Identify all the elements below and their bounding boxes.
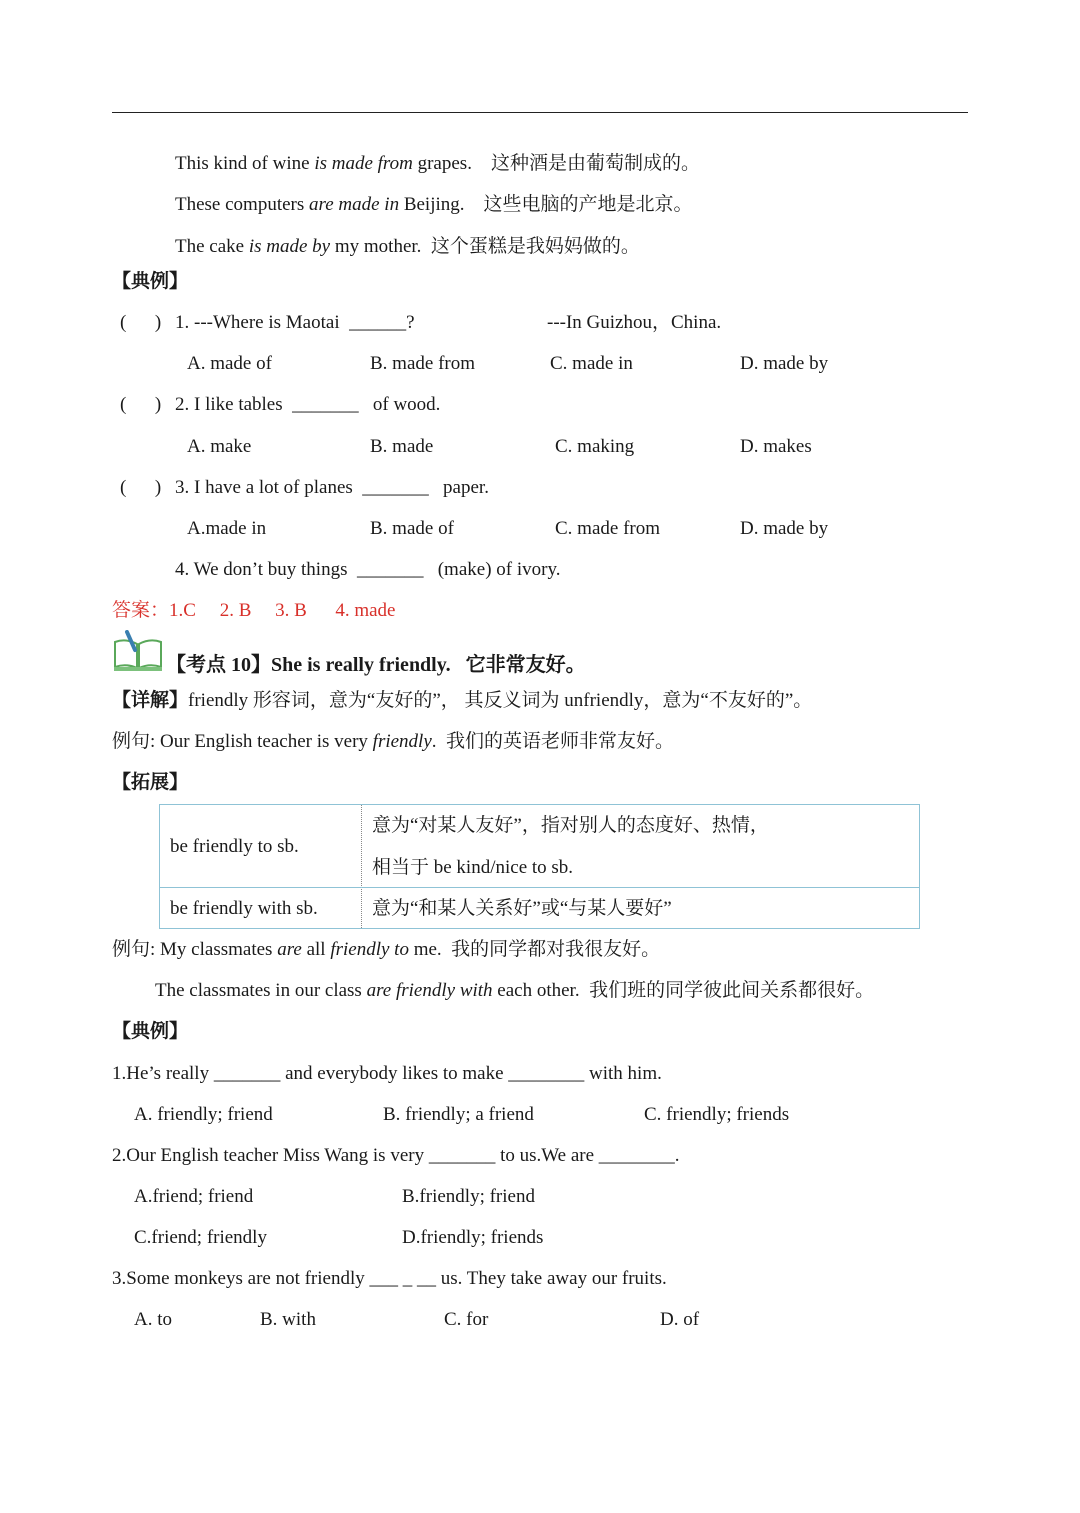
question-reply: ---In Guizhou，China. <box>547 312 722 333</box>
table-meaning: 意为“和某人关系好”或“与某人要好” <box>372 898 672 919</box>
option: D. made by <box>740 518 829 539</box>
option: D. makes <box>740 436 812 457</box>
example-sentence: 例句: Our English teacher is very friendly. 我们的英语老师非常友好。 <box>112 731 675 752</box>
option: C.friend; friendly <box>134 1227 267 1248</box>
header-rule <box>112 112 968 113</box>
section-heading: 【典例】 <box>112 271 189 292</box>
book-pen-icon <box>113 630 163 672</box>
option: C. made in <box>550 353 633 374</box>
option: C. for <box>444 1309 489 1330</box>
option: D. made by <box>740 353 829 374</box>
option: A.friend; friend <box>134 1186 254 1207</box>
option: A. make <box>187 436 252 457</box>
answer-paren: ( ) <box>120 394 162 415</box>
table-phrase: be friendly with sb. <box>170 898 318 919</box>
example-made-in: These computers are made in Beijing. 这些电脑的产地是北京。 <box>175 194 693 215</box>
option: D.friendly; friends <box>402 1227 544 1248</box>
question-stem: 3.Some monkeys are not friendly ___ _ __ us. They take away our fruits. <box>112 1268 667 1289</box>
table-meaning: 意为“对某人友好”，指对别人的态度好、热情， <box>372 815 769 836</box>
question-stem: 1.He’s really _______ and everybody likes to make ________ with him. <box>112 1063 662 1084</box>
option: D. of <box>660 1309 700 1330</box>
option: C. friendly; friends <box>644 1104 790 1125</box>
option: C. making <box>555 436 635 457</box>
answer-key: 答案：1.C 2. B 3. B 4. made <box>112 600 396 621</box>
example-made-from: This kind of wine is made from grapes. 这种酒是由葡萄制成的。 <box>175 153 700 174</box>
answer-paren: ( ) <box>120 477 162 498</box>
example-sentence: The classmates in our class are friendly with each other. 我们班的同学彼此间关系都很好。 <box>155 980 875 1001</box>
table-meaning: 相当于 be kind/nice to sb. <box>372 857 574 878</box>
question-stem: 2. I like tables _______ of wood. <box>175 394 441 415</box>
question-stem: 1. ---Where is Maotai ______? <box>175 312 415 333</box>
option: B. made of <box>370 518 454 539</box>
question-stem: 4. We don’t buy things _______ (make) of ivory. <box>175 559 561 580</box>
option: B. friendly; a friend <box>383 1104 534 1125</box>
expand-heading: 【拓展】 <box>112 772 189 793</box>
option: B. made from <box>370 353 476 374</box>
example-sentence: 例句: My classmates are all friendly to me. 我的同学都对我很友好。 <box>112 939 661 960</box>
example-made-by: The cake is made by my mother. 这个蛋糕是我妈妈做的。 <box>175 236 640 257</box>
option: A. to <box>134 1309 172 1330</box>
section-heading: 【典例】 <box>112 1021 189 1042</box>
option: A. made of <box>187 353 272 374</box>
point-title: 【考点 10】She is really friendly. 它非常友好。 <box>166 654 586 676</box>
option: C. made from <box>555 518 661 539</box>
option: B.friendly; friend <box>402 1186 535 1207</box>
expansion-table <box>159 804 920 929</box>
table-phrase: be friendly to sb. <box>170 836 299 857</box>
option: B. with <box>260 1309 316 1330</box>
option: A.made in <box>187 518 267 539</box>
answer-paren: ( ) <box>120 312 162 333</box>
question-stem: 3. I have a lot of planes _______ paper. <box>175 477 489 498</box>
option: A. friendly; friend <box>134 1104 273 1125</box>
option: B. made <box>370 436 434 457</box>
question-stem: 2.Our English teacher Miss Wang is very _______ to us.We are ________. <box>112 1145 680 1166</box>
explanation: 【详解】friendly 形容词，意为“友好的”， 其反义词为 unfriendly，意为“不友好的”。 <box>112 690 813 711</box>
